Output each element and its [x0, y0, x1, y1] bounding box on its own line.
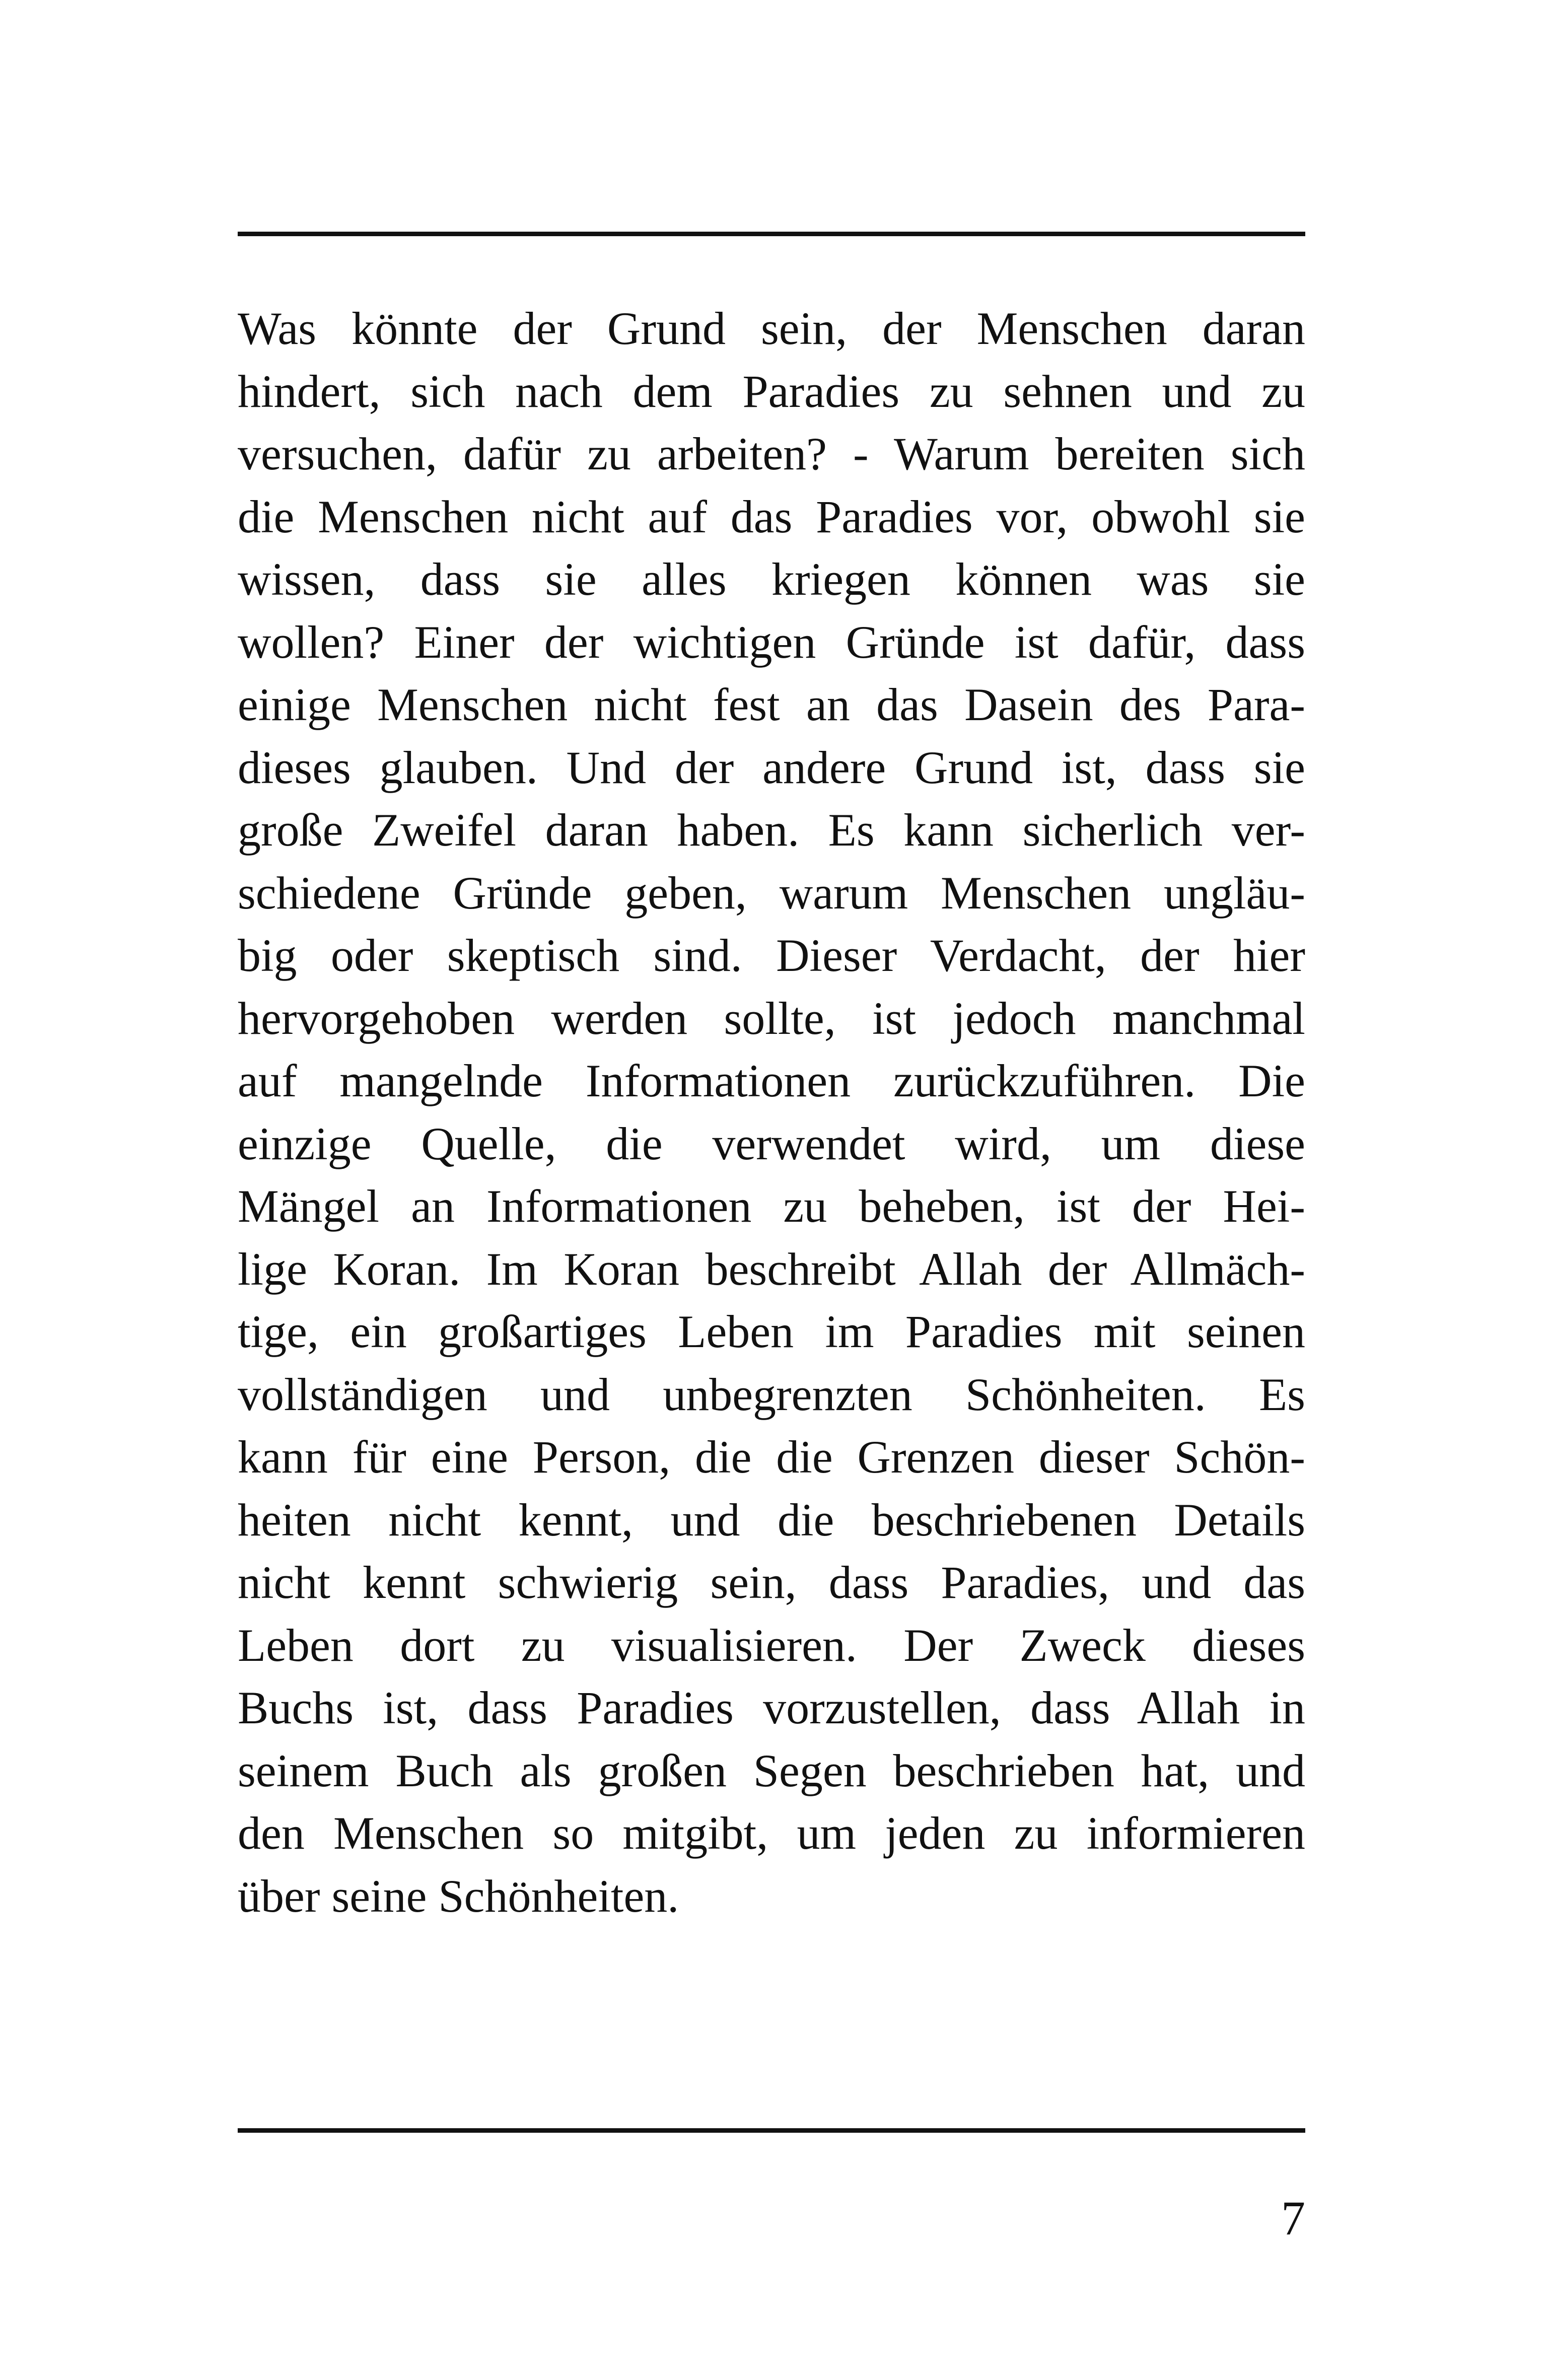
text-line: kann für eine Person, die die Grenzen dieser Schön- [238, 1431, 1305, 1483]
text-line: hervorgehoben werden sollte, ist jedoch manchmal [238, 992, 1305, 1044]
text-line: dieses glauben. Und der andere Grund ist, dass sie [238, 741, 1305, 793]
text-line: auf mangelnde Informationen zurückzuführen. Die [238, 1055, 1305, 1106]
text-line-last: über seine Schönheiten. [238, 1870, 679, 1922]
text-line: große Zweifel daran haben. Es kann sicherlich ver- [238, 804, 1305, 856]
text-line: Leben dort zu visualisieren. Der Zweck dieses [238, 1619, 1305, 1671]
text-line: den Menschen so mitgibt, um jeden zu informieren [238, 1807, 1305, 1859]
text-line: wissen, dass sie alles kriegen können was sie [238, 553, 1305, 605]
text-line: einige Menschen nicht fest an das Dasein des Para- [238, 679, 1305, 730]
text-line: einzige Quelle, die verwendet wird, um diese [238, 1117, 1305, 1169]
body-paragraph [238, 297, 1305, 1927]
text-line: heiten nicht kennt, und die beschriebenen Details [238, 1494, 1305, 1546]
top-rule [238, 232, 1305, 236]
text-line: seinem Buch als großen Segen beschrieben hat, und [238, 1744, 1305, 1796]
text-line: schiedene Gründe geben, warum Menschen ungläu- [238, 867, 1305, 919]
text-line: die Menschen nicht auf das Paradies vor, obwohl sie [238, 491, 1305, 542]
text-line: versuchen, dafür zu arbeiten? - Warum bereiten sich [238, 428, 1305, 479]
text-line: big oder skeptisch sind. Dieser Verdacht, der hier [238, 930, 1305, 981]
text-line: nicht kennt schwierig sein, dass Paradies, und das [238, 1557, 1305, 1608]
text-line: tige, ein großartiges Leben im Paradies mit seinen [238, 1306, 1305, 1357]
text-line: Was könnte der Grund sein, der Menschen daran [238, 303, 1305, 354]
text-line: wollen? Einer der wichtigen Gründe ist dafür, dass [238, 616, 1305, 668]
text-line: hindert, sich nach dem Paradies zu sehnen und zu [238, 365, 1305, 417]
text-line: lige Koran. Im Koran beschreibt Allah der Allmäch- [238, 1243, 1305, 1295]
text-line: vollständigen und unbegrenzten Schönheiten. Es [238, 1368, 1305, 1420]
text-line: Buchs ist, dass Paradies vorzustellen, dass Allah in [238, 1682, 1305, 1733]
text-line: Mängel an Informationen zu beheben, ist der Hei- [238, 1180, 1305, 1232]
page-number: 7 [1281, 2191, 1305, 2245]
bottom-rule [238, 2128, 1305, 2133]
